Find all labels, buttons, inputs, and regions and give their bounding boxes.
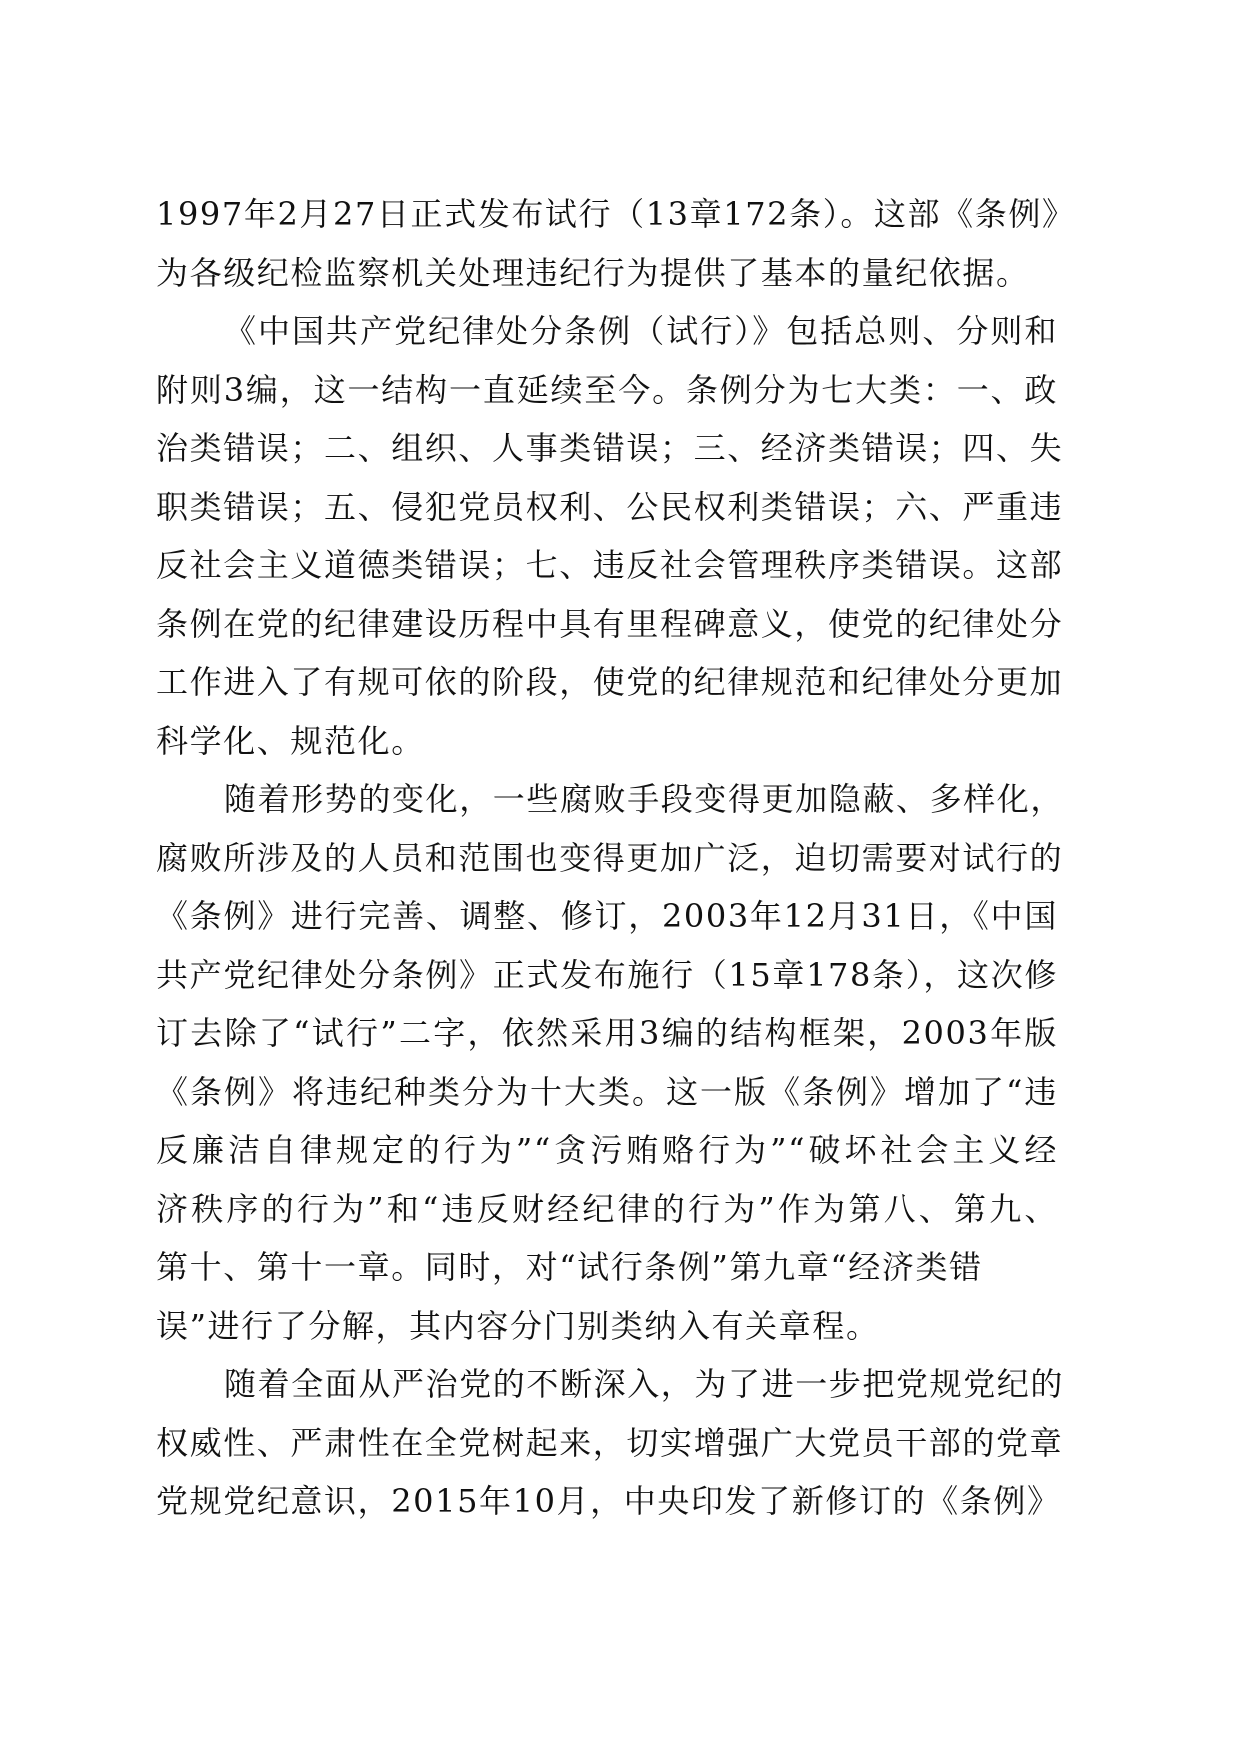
text-line: 反社会主义道德类错误；七、违反社会管理秩序类错误。这部 — [156, 546, 1064, 584]
text-line: 1997年2月27日正式发布试行（13章172条）。这部《条例》 — [156, 195, 1076, 233]
text-line: 职类错误；五、侵犯党员权利、公民权利类错误；六、严重违 — [156, 487, 1064, 526]
text-line: 随着形势的变化，一些腐败手段变得更加隐蔽、多样化， — [224, 780, 1065, 818]
text-line: 附则3编，这一结构一直延续至今。条例分为七大类：一、政 — [156, 370, 1058, 409]
text-line: 为各级纪检监察机关处理违纪行为提供了基本的量纪依据。 — [156, 253, 1030, 292]
text-line: 《条例》将违纪种类分为十大类。这一版《条例》增加了“违 — [156, 1072, 1058, 1111]
paragraph-1 — [156, 185, 1076, 302]
text-line: 误”进行了分解，其内容分门别类纳入有关章程。 — [156, 1306, 880, 1345]
text-line: 共产党纪律处分条例》正式发布施行（15章178条），这次修 — [156, 955, 1058, 994]
text-line: 权威性、严肃性在全党树起来，切实增强广大党员干部的党章 — [156, 1423, 1064, 1462]
text-line: 《中国共产党纪律处分条例（试行）》包括总则、分则和 — [224, 312, 1058, 350]
text-line: 治类错误；二、组织、人事类错误；三、经济类错误；四、失 — [156, 429, 1064, 467]
paragraph-4 — [156, 1355, 1065, 1531]
text-line: 条例在党的纪律建设历程中具有里程碑意义，使党的纪律处分 — [156, 604, 1064, 643]
text-line: 济秩序的行为”和“违反财经纪律的行为”作为第八、第九、 — [156, 1189, 1058, 1228]
text-line: 科学化、规范化。 — [156, 721, 425, 760]
text-line: 随着全面从严治党的不断深入，为了进一步把党规党纪的 — [224, 1365, 1065, 1403]
text-line: 党规党纪意识，2015年10月，中央印发了新修订的《条例》 — [156, 1482, 1061, 1520]
text-line: 订去除了“试行”二字，依然采用3编的结构框架，2003年版 — [156, 1014, 1058, 1052]
paragraph-2 — [156, 302, 1064, 770]
paragraph-3 — [156, 770, 1065, 1355]
text-line: 《条例》进行完善、调整、修订，2003年12月31日，《中国 — [156, 897, 1058, 935]
text-line: 工作进入了有规可依的阶段，使党的纪律规范和纪律处分更加 — [156, 663, 1064, 701]
text-line: 第十、第十一章。同时，对“试行条例”第九章“经济类错 — [156, 1248, 983, 1286]
text-line: 反廉洁自律规定的行为”“贪污贿赂行为”“破坏社会主义经 — [156, 1131, 1058, 1169]
text-line: 腐败所涉及的人员和范围也变得更加广泛，迫切需要对试行的 — [156, 838, 1064, 877]
document-body — [156, 185, 1076, 1531]
